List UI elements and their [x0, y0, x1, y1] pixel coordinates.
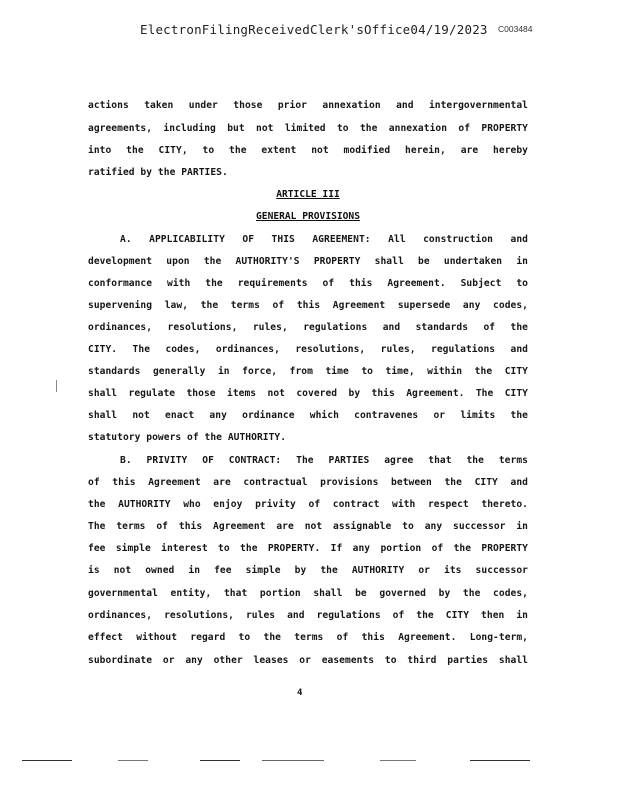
para-a-line: CITY. The codes, ordinances, resolutions, rules, regulations and	[88, 344, 528, 355]
para-a-line: statutory powers of the AUTHORITY.	[88, 432, 287, 443]
scan-artifact-line	[118, 760, 148, 761]
scan-artifact-line	[200, 760, 240, 761]
body-line: into the CITY, to the extent not modified herein, are hereby	[88, 145, 528, 156]
side-scan-mark	[56, 380, 57, 392]
para-b-line: governmental entity, that portion shall be governed by the codes,	[88, 588, 528, 599]
para-a-line: shall not enact any ordinance which contravenes or limits the	[88, 410, 528, 421]
body-line: agreements, including but not limited to the annexation of PROPERTY	[88, 123, 528, 134]
scan-artifact-line	[380, 760, 416, 761]
para-b-line: subordinate or any other leases or easements to third parties shall	[88, 655, 528, 666]
section-heading: GENERAL PROVISIONS	[256, 211, 360, 222]
para-a-line: supervening law, the terms of this Agreement supersede any codes,	[88, 300, 528, 311]
bates-number: C003484	[498, 24, 533, 34]
body-line: actions taken under those prior annexation and intergovernmental	[88, 100, 528, 111]
para-b-line: B. PRIVITY OF CONTRACT: The PARTIES agree that the terms	[120, 455, 528, 466]
scan-artifact-line	[262, 760, 324, 761]
para-b-line: of this Agreement are contractual provisions between the CITY and	[88, 477, 528, 488]
para-b-line: fee simple interest to the PROPERTY. If any portion of the PROPERTY	[88, 543, 528, 554]
page-number: 4	[297, 688, 303, 698]
para-b-line: ordinances, resolutions, rules and regulations of the CITY then in	[88, 610, 528, 621]
body-line: ratified by the PARTIES.	[88, 167, 228, 178]
para-b-line: effect without regard to the terms of this Agreement. Long-term,	[88, 632, 528, 643]
electronic-filing-stamp: ElectronFilingReceivedClerk'sOffice04/19/2023	[140, 22, 488, 37]
para-b-line: is not owned in fee simple by the AUTHORITY or its successor	[88, 565, 528, 576]
para-a-line: A. APPLICABILITY OF THIS AGREEMENT: All construction and	[120, 234, 528, 245]
scan-artifact-line	[22, 760, 72, 761]
scan-artifact-line	[470, 760, 530, 761]
para-a-line: conformance with the requirements of this Agreement. Subject to	[88, 278, 528, 289]
para-a-line: ordinances, resolutions, rules, regulations and standards of the	[88, 322, 528, 333]
para-a-line: shall regulate those items not covered by this Agreement. The CITY	[88, 388, 528, 399]
para-b-line: the AUTHORITY who enjoy privity of contract with respect thereto.	[88, 499, 528, 510]
para-b-line: The terms of this Agreement are not assignable to any successor in	[88, 521, 528, 532]
para-a-line: standards generally in force, from time to time, within the CITY	[88, 366, 528, 377]
article-heading: ARTICLE III	[276, 189, 340, 200]
para-a-line: development upon the AUTHORITY'S PROPERTY shall be undertaken in	[88, 256, 528, 267]
